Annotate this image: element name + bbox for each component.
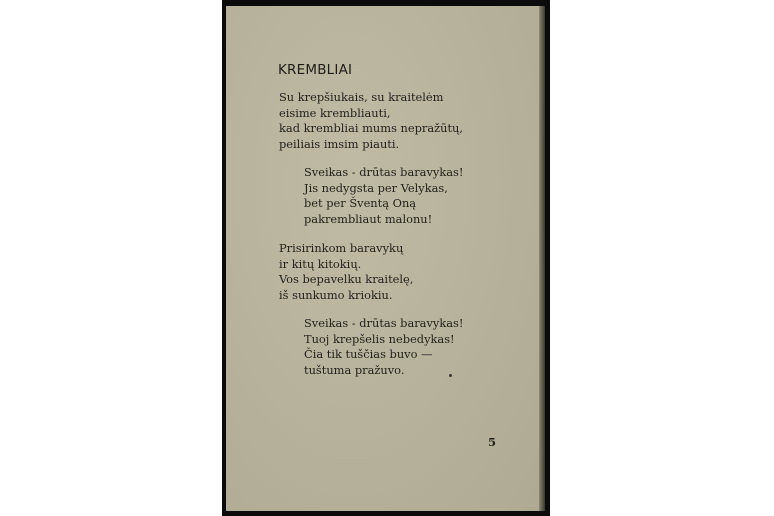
poem-line: Jis nedygsta per Velykas, [304, 180, 448, 195]
poem-line: Tuoj krepšelis nebedykas! [304, 331, 455, 346]
poem-line: Vos bepavelku kraitelę, [279, 272, 414, 287]
stanza-3 [279, 241, 413, 303]
poem-title: KREMBLIAI [278, 62, 353, 78]
poem-line: peiliais imsim piauti. [279, 136, 400, 151]
poem-line: eisime krembliauti, [279, 105, 391, 120]
poem-line: kad krembliai mums nepražūtų, [279, 121, 464, 136]
poem-line: iš sunkumo kriokiu. [279, 287, 393, 302]
poem-line: Čia tik tuščias buvo — [304, 347, 433, 362]
poem-line: Prisirinkom baravykų [279, 241, 404, 255]
page-number: 5 [488, 435, 497, 449]
book-page [226, 6, 539, 511]
poem-line: Sveikas - drūtas baravykas! [304, 316, 464, 330]
ornament-dot [449, 374, 452, 377]
stanza-1 [279, 90, 463, 152]
poem-line: Su krepšiukais, su kraitelėm [279, 90, 444, 104]
poem-line: Sveikas - drūtas baravykas! [304, 165, 464, 179]
stanza-2 [304, 165, 463, 227]
poem-line: tuštuma pražuvo. [304, 362, 405, 377]
poem-line: ir kitų kitokių. [279, 256, 362, 271]
poem-line: bet per Šventą Oną [304, 196, 417, 211]
page-edge [539, 6, 545, 511]
stanza-4 [304, 316, 463, 378]
poem-line: pakrembliaut malonu! [304, 211, 433, 226]
